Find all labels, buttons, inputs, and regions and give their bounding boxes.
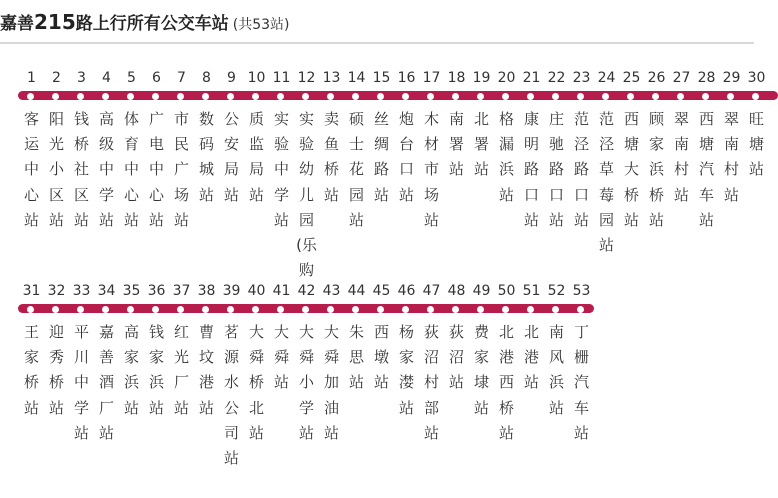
stop-number: 18 xyxy=(447,70,466,86)
page-header xyxy=(0,0,754,44)
stop-number: 19 xyxy=(472,70,491,86)
stop-dot-icon xyxy=(577,306,584,313)
stop-number: 52 xyxy=(547,283,566,299)
stop-number: 11 xyxy=(272,70,291,86)
stop-dot-icon xyxy=(652,93,659,100)
stop-dot-icon xyxy=(27,306,34,313)
stop-number: 42 xyxy=(297,283,316,299)
stop-name[interactable]: 北署站 xyxy=(473,110,489,179)
stop-name[interactable]: 实验幼儿园(乐购 xyxy=(296,110,317,280)
stop-name[interactable]: 质监局站 xyxy=(248,110,264,204)
stop-dot-icon xyxy=(277,306,284,313)
stop-dot-icon xyxy=(702,93,709,100)
stop-name[interactable]: 数码城站 xyxy=(198,110,214,204)
stop-number: 27 xyxy=(672,70,691,86)
stop-dot-icon xyxy=(77,306,84,313)
stop-number: 10 xyxy=(247,70,266,86)
stop-name[interactable]: 阳光小区站 xyxy=(48,110,64,229)
stop-dot-icon xyxy=(452,306,459,313)
stop-number: 47 xyxy=(422,283,441,299)
stop-name[interactable]: 南署站 xyxy=(448,110,464,179)
stop-number: 31 xyxy=(22,283,41,299)
stop-name[interactable]: 体育中心站 xyxy=(123,110,139,229)
stop-number: 53 xyxy=(572,283,591,299)
stop-dot-icon xyxy=(427,306,434,313)
stop-name[interactable]: 庄驰路口站 xyxy=(548,110,564,229)
stop-dot-icon xyxy=(352,306,359,313)
page-title xyxy=(0,9,290,34)
stop-number: 23 xyxy=(572,70,591,86)
stop-dot-icon xyxy=(352,93,359,100)
stop-dot-icon xyxy=(327,306,334,313)
stop-number: 32 xyxy=(47,283,66,299)
stop-number: 43 xyxy=(322,283,341,299)
stop-name[interactable]: 市民广场站 xyxy=(173,110,189,229)
stop-number: 8 xyxy=(202,70,211,86)
stop-dot-icon xyxy=(102,93,109,100)
stop-name[interactable]: 王家桥站 xyxy=(23,323,39,417)
stop-number: 45 xyxy=(372,283,391,299)
stop-dot-icon xyxy=(577,93,584,100)
stop-number: 16 xyxy=(397,70,416,86)
stop-dot-icon xyxy=(177,306,184,313)
stop-number: 15 xyxy=(372,70,391,86)
stop-dot-icon xyxy=(552,306,559,313)
stop-dot-icon xyxy=(227,306,234,313)
stop-number: 44 xyxy=(347,283,366,299)
stop-name[interactable]: 北港站 xyxy=(523,323,539,392)
stop-number: 46 xyxy=(397,283,416,299)
stop-dot-icon xyxy=(177,93,184,100)
stop-number: 39 xyxy=(222,283,241,299)
stop-dot-icon xyxy=(277,93,284,100)
stop-dot-icon xyxy=(302,93,309,100)
stop-dot-icon xyxy=(627,93,634,100)
stop-name[interactable]: 大舜站 xyxy=(273,323,289,392)
stop-number: 26 xyxy=(647,70,666,86)
stop-number: 9 xyxy=(227,70,236,86)
stop-name[interactable]: 顾家浜桥站 xyxy=(648,110,664,229)
stop-number: 49 xyxy=(472,283,491,299)
stop-dot-icon xyxy=(127,306,134,313)
stop-name[interactable]: 平川中学站 xyxy=(73,323,89,442)
stop-name[interactable]: 高家浜站 xyxy=(123,323,139,417)
stop-name[interactable]: 费家埭站 xyxy=(473,323,489,417)
stop-name[interactable]: 硕士花园站 xyxy=(348,110,364,229)
stop-name[interactable]: 荻沼站 xyxy=(448,323,464,392)
stop-name[interactable]: 杨家漤站 xyxy=(398,323,414,417)
stop-dot-icon xyxy=(252,93,259,100)
stop-name[interactable]: 翠南村站 xyxy=(723,110,739,204)
stop-name[interactable]: 茗源水公司站 xyxy=(223,323,239,468)
stop-number: 12 xyxy=(297,70,316,86)
stop-number: 1 xyxy=(27,70,36,86)
stop-number: 29 xyxy=(722,70,741,86)
stop-count: (共53站) xyxy=(232,17,290,33)
stop-name[interactable]: 广电中心站 xyxy=(148,110,164,229)
stop-dot-icon xyxy=(477,93,484,100)
stop-dot-icon xyxy=(752,93,759,100)
stop-name[interactable]: 范泾路口站 xyxy=(573,110,589,229)
stop-number: 51 xyxy=(522,283,541,299)
stop-name[interactable]: 范泾草莓园站 xyxy=(598,110,614,255)
title-prefix: 嘉善 xyxy=(0,14,34,34)
stop-dot-icon xyxy=(77,93,84,100)
stop-number: 7 xyxy=(177,70,186,86)
stop-name[interactable]: 客运中心站 xyxy=(23,110,39,229)
stop-name[interactable]: 炮台口站 xyxy=(398,110,414,204)
stop-name[interactable]: 实验中学站 xyxy=(273,110,289,229)
stop-name[interactable]: 西塘大桥站 xyxy=(623,110,639,229)
stop-dot-icon xyxy=(227,93,234,100)
stop-dot-icon xyxy=(377,306,384,313)
stop-number: 38 xyxy=(197,283,216,299)
stop-name[interactable]: 康明路口站 xyxy=(523,110,539,229)
stop-number: 48 xyxy=(447,283,466,299)
stop-dot-icon xyxy=(477,306,484,313)
stop-dot-icon xyxy=(377,93,384,100)
stop-name[interactable]: 红光厂站 xyxy=(173,323,189,417)
stop-dot-icon xyxy=(502,306,509,313)
stop-name[interactable]: 旺塘站 xyxy=(748,110,764,179)
stop-name[interactable]: 钱家浜站 xyxy=(148,323,164,417)
stop-name[interactable]: 大舜桥北站 xyxy=(248,323,264,442)
stop-number: 14 xyxy=(347,70,366,86)
stop-name[interactable]: 钱桥社区站 xyxy=(73,110,89,229)
stop-dot-icon xyxy=(727,93,734,100)
stop-number: 25 xyxy=(622,70,641,86)
stop-name[interactable]: 荻沼村部站 xyxy=(423,323,439,442)
stop-dot-icon xyxy=(402,306,409,313)
stop-dot-icon xyxy=(527,306,534,313)
stop-name[interactable]: 迎秀桥站 xyxy=(48,323,64,417)
stop-dot-icon xyxy=(327,93,334,100)
stop-name[interactable]: 西墩站 xyxy=(373,323,389,392)
stop-number: 41 xyxy=(272,283,291,299)
route-row-2 xyxy=(0,282,754,492)
stop-dot-icon xyxy=(252,306,259,313)
stop-name[interactable]: 格漏浜站 xyxy=(498,110,514,204)
stop-dot-icon xyxy=(152,93,159,100)
stop-number: 13 xyxy=(322,70,341,86)
stop-dot-icon xyxy=(402,93,409,100)
title-suffix: 路上行所有公交车站 xyxy=(75,14,229,34)
stop-dot-icon xyxy=(302,306,309,313)
stop-dot-icon xyxy=(202,93,209,100)
stop-name[interactable]: 卖鱼桥站 xyxy=(323,110,339,204)
stop-name[interactable]: 丁栅汽车站 xyxy=(573,323,589,442)
stop-number: 30 xyxy=(747,70,766,86)
stop-dot-icon xyxy=(552,93,559,100)
stop-dot-icon xyxy=(677,93,684,100)
stop-dot-icon xyxy=(52,93,59,100)
stop-name[interactable]: 嘉善酒厂站 xyxy=(98,323,114,442)
stop-number: 34 xyxy=(97,283,116,299)
stop-number: 20 xyxy=(497,70,516,86)
stop-name[interactable]: 公安局站 xyxy=(223,110,239,204)
stop-number: 21 xyxy=(522,70,541,86)
stop-name[interactable]: 大舜加油站 xyxy=(323,323,339,442)
stop-name[interactable]: 西塘汽车站 xyxy=(698,110,714,229)
stop-dot-icon xyxy=(52,306,59,313)
stop-name[interactable]: 木材市场站 xyxy=(423,110,439,229)
stop-dot-icon xyxy=(427,93,434,100)
stop-name[interactable]: 高级中学站 xyxy=(98,110,114,229)
stop-number: 3 xyxy=(77,70,86,86)
stop-number: 5 xyxy=(127,70,136,86)
stop-dot-icon xyxy=(502,93,509,100)
stop-number: 4 xyxy=(102,70,111,86)
stop-name[interactable]: 大舜小学站 xyxy=(298,323,314,442)
stop-number: 33 xyxy=(72,283,91,299)
stop-dot-icon xyxy=(452,93,459,100)
stop-number: 17 xyxy=(422,70,441,86)
stop-dot-icon xyxy=(27,93,34,100)
stop-number: 35 xyxy=(122,283,141,299)
stop-number: 28 xyxy=(697,70,716,86)
stop-name[interactable]: 朱思站 xyxy=(348,323,364,392)
stop-number: 50 xyxy=(497,283,516,299)
stop-number: 36 xyxy=(147,283,166,299)
stop-number: 24 xyxy=(597,70,616,86)
stop-name[interactable]: 北港西桥站 xyxy=(498,323,514,442)
stop-number: 2 xyxy=(52,70,61,86)
stop-dot-icon xyxy=(202,306,209,313)
stop-number: 22 xyxy=(547,70,566,86)
stop-dot-icon xyxy=(152,306,159,313)
stop-name[interactable]: 南风浜站 xyxy=(548,323,564,417)
stop-name[interactable]: 翠南村站 xyxy=(673,110,689,204)
stop-dot-icon xyxy=(102,306,109,313)
stop-number: 40 xyxy=(247,283,266,299)
stop-number: 37 xyxy=(172,283,191,299)
stop-dot-icon xyxy=(602,93,609,100)
stop-name[interactable]: 曹坟港站 xyxy=(198,323,214,417)
route-number: 215 xyxy=(34,10,76,34)
stop-name[interactable]: 丝绸路站 xyxy=(373,110,389,204)
stop-number: 6 xyxy=(152,70,161,86)
stop-dot-icon xyxy=(127,93,134,100)
stop-dot-icon xyxy=(527,93,534,100)
